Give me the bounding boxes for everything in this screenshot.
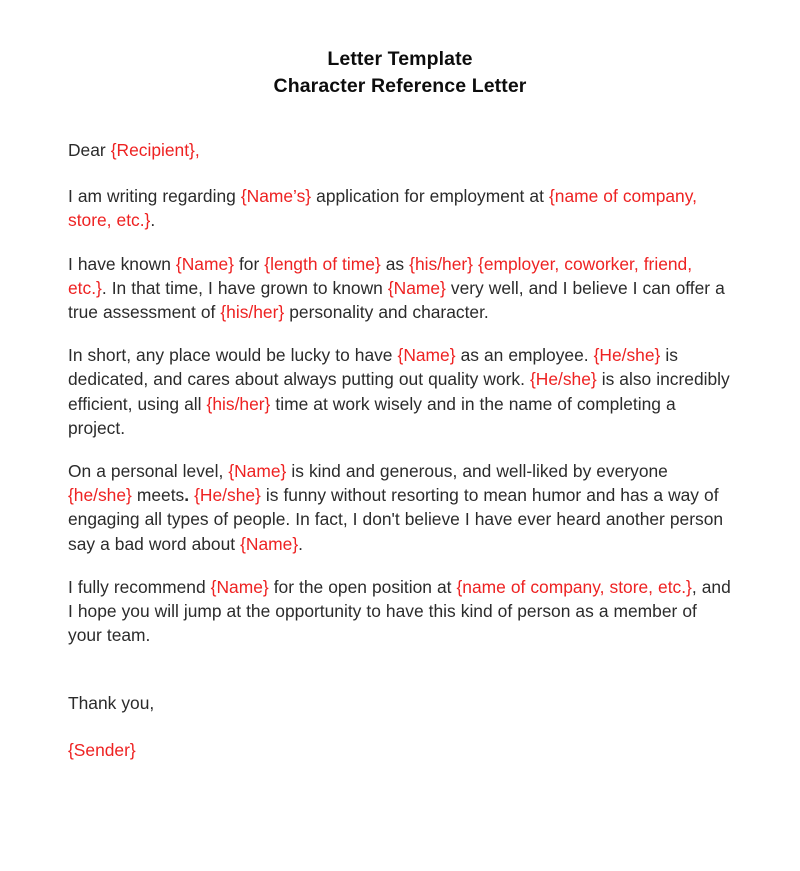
placeholder-name-2b[interactable]: {Name} [387, 277, 446, 298]
p2-text-1: I have known [68, 253, 176, 274]
signature-paragraph [68, 738, 734, 762]
placeholder-name-possessive[interactable]: {Name’s} [240, 186, 312, 207]
placeholder-his-her-2a[interactable]: {his/her} [409, 253, 473, 274]
p2-text-2: for [233, 253, 265, 274]
paragraph-5 [68, 575, 734, 648]
p3-text-3: is dedicated, and cares about always putting out quality work. [68, 345, 678, 390]
p5-text-1: I fully recommend [68, 576, 211, 597]
p4-text-1: On a personal level, [68, 461, 229, 482]
p5-text-3: , and I hope you will jump at the opportunity to have this kind of person as a member of your team. [68, 576, 731, 646]
p3-text-5: time at work wisely and in the name of completing a project. [68, 393, 676, 438]
placeholder-he-she-3a[interactable]: {He/she} [593, 345, 661, 366]
placeholder-name-4b[interactable]: {Name} [240, 533, 299, 554]
p4-text-2: is kind and generous, and well-liked by everyone [286, 461, 668, 482]
p3-text-4: is also incredibly efficient, using all [68, 369, 730, 414]
document-title-block [0, 0, 800, 100]
letter-body [0, 138, 800, 762]
p1-text-2: application for employment at [311, 186, 549, 207]
salutation-lead-text: Dear [68, 140, 111, 160]
page-title-line-1: Letter Template [327, 48, 473, 70]
paragraph-2 [68, 252, 734, 325]
p2-text-3: as [380, 253, 410, 274]
placeholder-length-of-time[interactable]: {length of time} [264, 253, 381, 274]
placeholder-he-she-4a[interactable]: {he/she} [68, 485, 132, 506]
placeholder-name-3a[interactable]: {Name} [397, 345, 456, 366]
placeholder-recipient[interactable]: {Recipient} [110, 140, 195, 160]
p3-text-2: as an employee. [455, 345, 594, 366]
p2-text-4: . In that time, I have grown to known [101, 277, 388, 298]
placeholder-name-2a[interactable]: {Name} [175, 253, 234, 274]
paragraph-3 [68, 343, 734, 440]
p4-text-4: is funny without resorting to mean humor and has a way of engaging all types of people. In fact, I don't believe I have ever heard another person say a bad word about [68, 485, 724, 554]
placeholder-company-name-2[interactable]: {name of company, store, etc.} [456, 576, 692, 597]
salutation-comma: , [194, 140, 200, 160]
p1-text-1: I am writing regarding [68, 186, 241, 207]
closing-thanks: Thank you, [68, 693, 155, 714]
p4-text-3: meets [131, 485, 185, 506]
placeholder-name-5a[interactable]: {Name} [210, 576, 269, 597]
p2-text-6: personality and character. [284, 302, 489, 323]
placeholder-company-name-1[interactable]: {name of company, store, etc.} [68, 186, 697, 231]
paragraph-4 [68, 459, 734, 556]
paragraph-1 [68, 184, 734, 232]
placeholder-he-she-3b[interactable]: {He/she} [529, 369, 597, 390]
p1-period: . [150, 210, 156, 231]
placeholder-relationship[interactable]: {employer, coworker, friend, etc.} [68, 253, 693, 298]
p4-period: . [298, 533, 303, 554]
p5-text-2: for the open position at [268, 576, 457, 597]
page-title-line-2: Character Reference Letter [273, 75, 527, 97]
placeholder-name-4a[interactable]: {Name} [228, 461, 287, 482]
placeholder-his-her-2b[interactable]: {his/her} [220, 302, 285, 323]
p4-bold-period: . [184, 485, 190, 506]
placeholder-his-her-3a[interactable]: {his/her} [206, 393, 271, 414]
placeholder-sender[interactable]: {Sender} [68, 739, 136, 760]
placeholder-he-she-4b[interactable]: {He/she} [194, 485, 261, 506]
salutation-paragraph [68, 138, 734, 162]
p2-text-5: very well, and I believe I can offer a true assessment of [68, 277, 725, 323]
p3-text-1: In short, any place would be lucky to have [68, 345, 398, 366]
